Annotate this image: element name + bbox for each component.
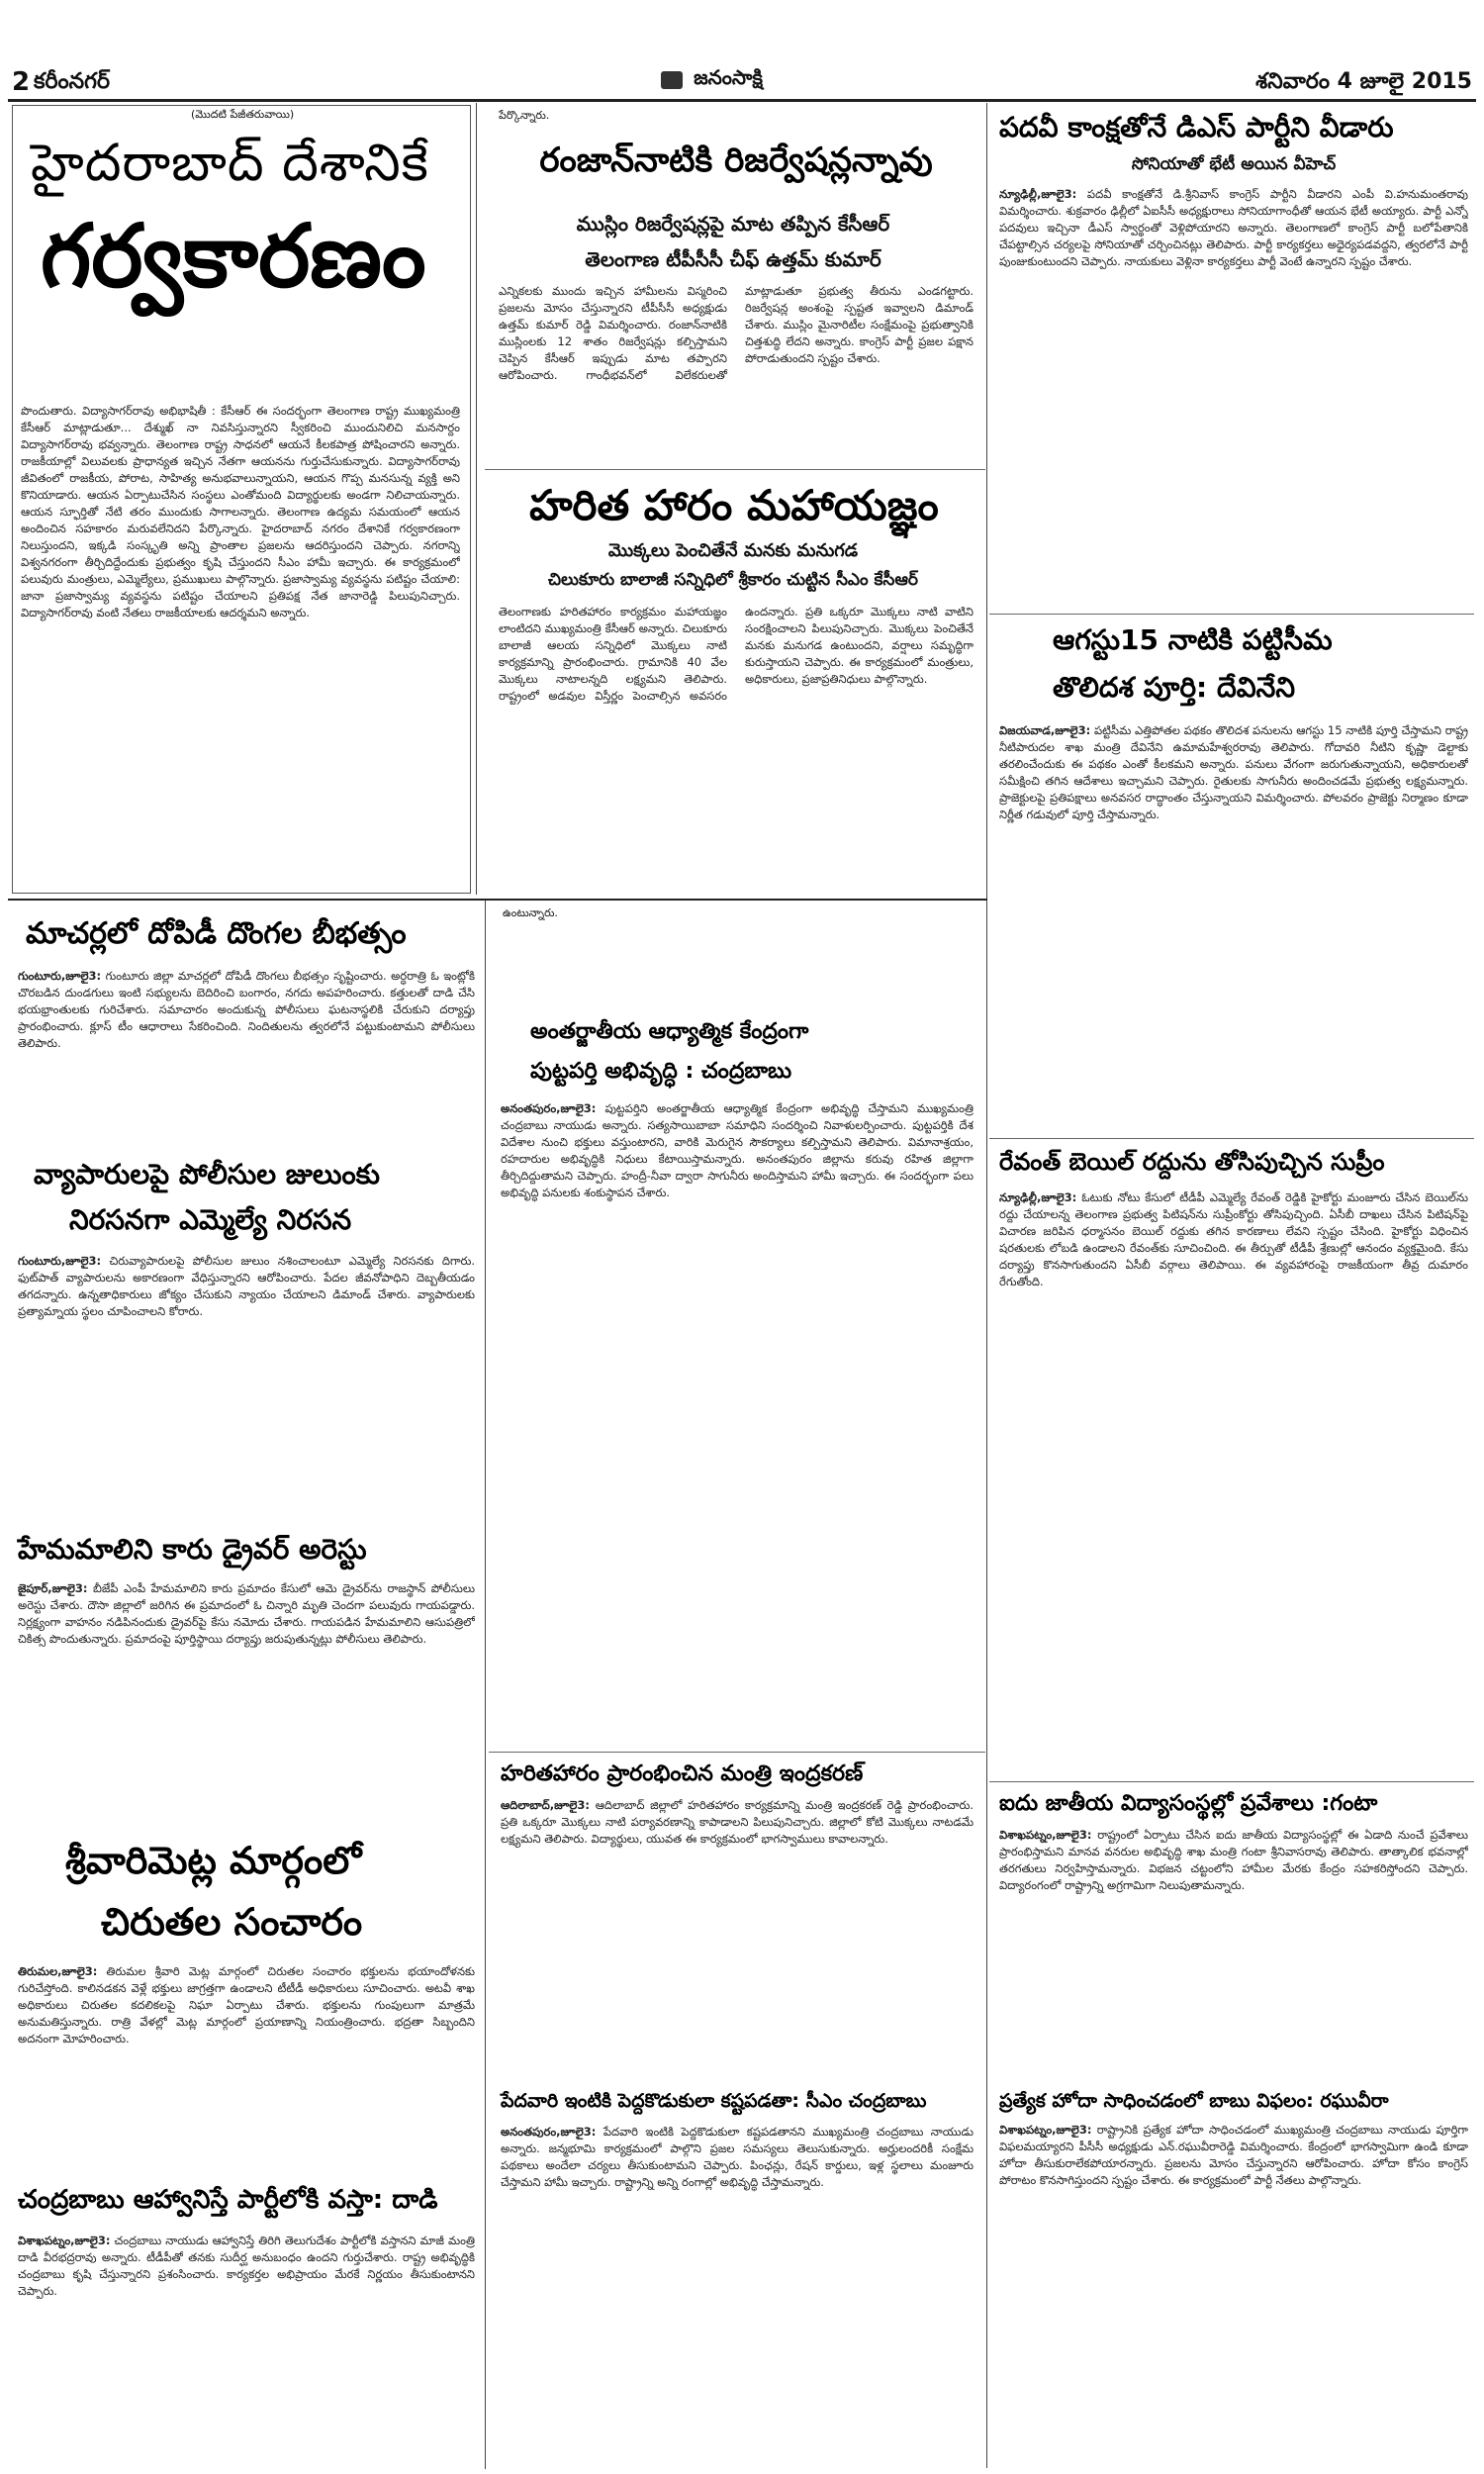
story-body: తెలంగాణకు హరితహారం కార్యక్రమం మహాయజ్ఞం లాంటిదని ముఖ్యమంత్రి కేసీఆర్ అన్నారు. చిలుకూరు బాలాజీ ఆలయ సన్నిధిలో మొక్కలు నాటి కార్యక్రమాన్ని ప్రారంభించారు. గ్రామానికి 40 వేల మొక్కలు నాటాలన్నది లక్ష్యమని తెలిపారు. రాష్ట్రంలో అడవుల విస్తీర్ణం పెంచాల్సిన అవసరం ఉందన్నారు. ప్రతి ఒక్కరూ మొక్కలు నాటి వాటిని సంరక్షించాలని పిలుపునిచ్చారు. మొక్కలు పెంచితేనే మనకు మనుగడ ఉంటుందని, వర్షాలు సమృద్ధిగా కురుస్తాయని చెప్పారు. ఈ కార్యక్రమంలో మంత్రులు, అధికారులు, ప్రజాప్రతినిధులు పాల్గొన్నారు. (499, 605, 974, 703)
story-body (501, 1797, 974, 2074)
column-rule (476, 103, 477, 895)
story-dadi (12, 2183, 479, 2468)
story-body (501, 2124, 974, 2460)
story-body-text: ఓటుకు నోటు కేసులో టీడీపీ ఎమ్మెల్యే రేవంత్ రెడ్డికి హైకోర్టు మంజూరు చేసిన బెయిల్‌ను రద్దు చేయాలన్న తెలంగాణ ప్రభుత్వ పిటిషన్‌ను సుప్రీంకోర్టు తోసిపుచ్చింది. ఏసీబీ దాఖలు చేసిన పిటిషన్‌పై విచారణ జరిపిన ధర్మాసనం బెయిల్ రద్దుకు తగిన కారణాలు లేవని స్పష్టం చేసింది. హైకోర్టు విధించిన షరతులకు లోబడి ఉండాలని రేవంత్‌కు సూచించింది. ఈ తీర్పుతో టీడీపీ శ్రేణుల్లో ఆనందం వ్యక్తమైంది. కేసు దర్యాప్తు కొనసాగుతుందని ఏసీబీ వర్గాలు తెలిపాయి. ఈ వ్యవహారంపై రాజకీయంగా తీవ్ర దుమారం రేగుతోంది. (999, 1190, 1468, 1288)
story-ds-quit (993, 105, 1474, 619)
headline: ఐదు జాతీయ విద్యాసంస్థల్లో ప్రవేశాలు :గంటా (999, 1791, 1378, 1816)
subheadline-2: తెలంగాణ టీపీసీసీ చీఫ్ ఉత్తమ్ కుమార్ (585, 247, 881, 271)
story-body-text: పదవీ కాంక్షతోనే డి.శ్రీనివాస్ కాంగ్రెస్ పార్టీని వీడారని ఎంపీ వి.హనుమంతరావు విమర్శించారు. శుక్రవారం ఢిల్లీలో ఏఐసీసీ అధ్యక్షురాలు సోనియాగాంధీతో ఆయన భేటీ అయ్యారు. పార్టీ ఎన్నో పదవులు ఇచ్చినా డీఎస్ స్వార్థంతో వెళ్లిపోయారని అన్నారు. తెలంగాణలో కాంగ్రెస్ పార్టీ బలోపేతానికి చేపట్టాల్సిన చర్యలపై సోనియాతో చర్చించినట్లు తెలిపారు. పార్టీ కార్యకర్తలు అధైర్యపడవద్దని, త్వరలోనే పార్టీ పుంజుకుంటుందని చెప్పారు. నాయకులు వెళ్లినా కార్యకర్తలు పార్టీ వెంటే ఉన్నారని స్పష్టం చేశారు. (999, 187, 1468, 268)
headline: ప్రత్యేక హోదా సాధించడంలో బాబు విఫలం: రఘువీరా (999, 2090, 1389, 2112)
masthead-rule (8, 99, 1476, 102)
dateline: ఆదిలాబాద్,జూలై3: (501, 1798, 591, 1812)
dateline: గుంటూరు,జూలై3: (18, 969, 102, 983)
subheadline-2: చిలుకూరు బాలాజీ సన్నిధిలో శ్రీకారం చుట్టిన సీఎం కేసీఆర్ (547, 570, 918, 590)
story-body (999, 186, 1468, 612)
story-body-text: తిరుమల శ్రీవారి మెట్ల మార్గంలో చిరుతల సంచారం భక్తులను భయాందోళనకు గురిచేస్తోంది. కాలినడకన వెళ్లే భక్తులు జాగ్రత్తగా ఉండాలని టీటీడీ అధికారులు సూచించారు. అటవీ శాఖ అధికారులు చిరుతల కదలికలపై నిఘా ఏర్పాటు చేశారు. భక్తులను గుంపులుగా మాత్రమే అనుమతిస్తున్నారు. రాత్రి వేళల్లో మెట్ల మార్గంలో ప్రయాణాన్ని నియంత్రించారు. భద్రతా సిబ్బందిని అదనంగా మోహరించారు. (18, 1964, 475, 2046)
column-rule (986, 103, 987, 2468)
dateline: తిరుమల,జూలై3: (18, 1964, 98, 1978)
headline: చంద్రబాబు ఆహ్వానిస్తే పార్టీలోకి వస్తా: దాడి (18, 2185, 438, 2215)
headline: రంజాన్‌నాటికి రిజర్వేషన్లన్నావు (539, 141, 933, 180)
story-haritha-haram (487, 473, 979, 894)
story-traders-police (12, 1148, 479, 1524)
story-body-text: రాష్ట్రానికి ప్రత్యేక హోదా సాధించడంలో ముఖ్యమంత్రి చంద్రబాబు నాయుడు పూర్తిగా విఫలమయ్యారని పీసీసీ అధ్యక్షుడు ఎన్.రఘువీరారెడ్డి విమర్శించారు. కేంద్రంలో భాగస్వామిగా ఉండి కూడా హోదా తీసుకురాలేకపోయారన్నారు. ప్రజలను మోసం చేస్తున్నారని ఆరోపించారు. హోదా కోసం కాంగ్రెస్ పోరాటం కొనసాగిస్తుందని స్పష్టం చేశారు. ఈ కార్యక్రమంలో పార్టీ నేతలు పాల్గొన్నారు. (999, 2123, 1468, 2187)
headline-line-2: గర్వకారణం (41, 205, 426, 307)
story-indrakaran (491, 1756, 981, 2082)
story-special-status (993, 2088, 1474, 2464)
section-rule (989, 614, 1474, 615)
story-ranzan (487, 105, 979, 466)
story-body (18, 1963, 475, 2173)
story-revanth-bail (993, 1144, 1474, 1777)
dateline: న్యూఢిల్లీ,జూలై3: (999, 1190, 1077, 1204)
story-body-text: బీజేపీ ఎంపీ హేమమాలిని కారు ప్రమాదం కేసులో ఆమె డ్రైవర్‌ను రాజస్థాన్ పోలీసులు అరెస్టు చేశారు. దౌసా జిల్లాలో జరిగిన ఈ ప్రమాదంలో ఓ చిన్నారి మృతి చెందగా పలువురు గాయపడ్డారు. నిర్లక్ష్యంగా వాహనం నడిపినందుకు డ్రైవర్‌పై కేసు నమోదు చేశారు. గాయపడిన హేమమాలిని ఆసుపత్రిలో చికిత్స పొందుతున్నారు. ప్రమాదంపై పూర్తిస్థాయి దర్యాప్తు జరుపుతున్నట్లు పోలీసులు తెలిపారు. (18, 1581, 475, 1646)
story-body (18, 2233, 475, 2460)
story-body (999, 1189, 1468, 1768)
headline-line-1: ఆగస్టు15 నాటికి పట్టిసీమ (1053, 623, 1333, 656)
story-body-text: చంద్రబాబు నాయుడు ఆహ్వానిస్తే తిరిగి తెలుగుదేశం పార్టీలోకి వస్తానని మాజీ మంత్రి దాడి వీరభద్రరావు అన్నారు. టీడీపీతో తనకు సుదీర్ఘ అనుబంధం ఉందని గుర్తుచేశారు. రాష్ట్ర అభివృద్ధికి చంద్రబాబు కృషి చేస్తున్నారని ప్రశంసించారు. కార్యకర్తల అభిప్రాయం మేరకే నిర్ణయం తీసుకుంటానని చెప్పారు. (18, 2234, 475, 2298)
dateline: గుంటూరు,జూలై3: (18, 1254, 102, 1268)
headline-line-1: శ్రీవారిమెట్ల మార్గంలో (65, 1839, 362, 1882)
logo-icon (661, 71, 683, 89)
story-body-text: పుట్టపర్తిని అంతర్జాతీయ ఆధ్యాత్మిక కేంద్రంగా అభివృద్ధి చేస్తామని ముఖ్యమంత్రి చంద్రబాబు నాయుడు అన్నారు. సత్యసాయిబాబా సమాధిని సందర్శించి నివాళులర్పించారు. పుట్టపర్తికి దేశ విదేశాల నుంచి భక్తులు వస్తుంటారని, వారికి మెరుగైన సౌకర్యాలు కల్పిస్తామని తెలిపారు. విమానాశ్రయం, రహదారుల అభివృద్ధికి నిధులు కేటాయిస్తామన్నారు. అనంతపురం జిల్లాను కరువు రహిత జిల్లాగా తీర్చిదిద్దుతామని చెప్పారు. హంద్రీ-నీవా ద్వారా సాగునీరు అందిస్తామని హామీ ఇచ్చారు. ఈ సందర్భంగా పలు అభివృద్ధి పనులకు శంకుస్థాపన చేశారు. (501, 1101, 974, 1199)
story-body-text: పేదవారి ఇంటికి పెద్దకొడుకులా కష్టపడతానని ముఖ్యమంత్రి చంద్రబాబు నాయుడు అన్నారు. జన్మభూమి కార్యక్రమంలో పాల్గొని ప్రజల సమస్యలు తెలుసుకున్నారు. అర్హులందరికీ సంక్షేమ పథకాలు అందేలా చర్యలు తీసుకుంటామని చెప్పారు. పింఛన్లు, రేషన్ కార్డులు, ఇళ్ల స్థలాలు మంజూరు చేస్తామని హామీ ఇచ్చారు. రాష్ట్రాన్ని అన్ని రంగాల్లో అభివృద్ధి చేస్తామన్నారు. (501, 2125, 974, 2189)
headline: పేదవారి ఇంటికి పెద్దకొడుకులా కష్టపడతా: సీఎం చంద్రబాబు (501, 2090, 927, 2112)
story-hemamalini (12, 1529, 479, 1836)
headline-line-2: నిరసనగా ఎమ్మెల్యే నిరసన (69, 1203, 352, 1236)
dateline: అనంతపురం,జూలై3: (501, 1101, 597, 1115)
story-body-text: పట్టిసీమ ఎత్తిపోతల పథకం తొలిదశ పనులను ఆగస్టు 15 నాటికి పూర్తి చేస్తామని రాష్ట్ర నీటిపారుదల శాఖ మంత్రి దేవినేని ఉమామహేశ్వరరావు తెలిపారు. గోదావరి నీటిని కృష్ణా డెల్టాకు తరలించేందుకు ఈ పథకం ఎంతో కీలకమని అన్నారు. పనులు వేగంగా జరుగుతున్నాయని, అధికారులతో సమీక్షించి తగిన ఆదేశాలు ఇచ్చామని చెప్పారు. రైతులకు సాగునీరు అందించడమే ప్రభుత్వ లక్ష్యమన్నారు. ప్రాజెక్టులపై ప్రతిపక్షాలు అనవసర రాద్ధాంతం చేస్తున్నాయని విమర్శించారు. పోలవరం ప్రాజెక్టు నిర్మాణం కూడా నిర్ణీత గడువులో పూర్తి చేస్తామన్నారు. (999, 723, 1468, 821)
story-body (999, 2122, 1468, 2458)
story-body: పొందుతారు. విద్యాసాగర్‌రావు అభిభాషితీ : కేసీఆర్ ఈ సందర్భంగా తెలంగాణ రాష్ట్ర ముఖ్యమంత్రి కేసీఆర్ మాట్లాడుతూ... దేశ్ముఖ్ నా నివసిస్తున్నారని స్వీకరించి ముందునిలిచి మనసార్దం విద్యాసాగర్‌రావు భవ్వన్నారు. తెలంగాణ రాష్ట్ర సాధనలో ఆయనే కీలకపాత్ర పోషించారని అన్నారు. రాజకీయాల్లో విలువలకు ప్రాధాన్యత ఇచ్చిన నేతగా ఆయనను గుర్తుచేసుకున్నారు. విద్యాసాగర్‌రావు జీవితంలో రాజకీయ, పోరాట, సాహిత్య అనుభవాలున్నాయని, ఆయన గొప్ప మనసున్న వ్యక్తి అని కొనియాడారు. ఆయన ఏర్పాటుచేసిన సంస్థలు ఎంతోమంది విద్యార్థులకు అండగా నిలిచాయన్నారు. ఆయన స్ఫూర్తితో నేటి తరం ముందుకు సాగాలన్నారు. తెలంగాణ ఉద్యమ సమయంలో ఆయన అందించిన సహకారం మరువలేనిదని పేర్కొన్నారు. హైదరాబాద్ నగరం దేశానికే గర్వకారణంగా నిలుస్తుందని, ఇక్కడి సంస్కృతి అన్ని ప్రాంతాల ప్రజలను ఆదరిస్తుందని చెప్పారు. నగరాన్ని విశ్వనగరంగా తీర్చిదిద్దేందుకు ప్రభుత్వం కృషి చేస్తుందని సీఎం హామీ ఇచ్చారు. ఈ కార్యక్రమంలో పలువురు మంత్రులు, ఎమ్మెల్యేలు, ప్రముఖులు పాల్గొన్నారు. ప్రజాస్వామ్య వ్యవస్థను పటిష్టం చేయాలి: జానా ప్రజాస్వామ్య వ్యవస్థను పటిష్టం చేయాలని ప్రతిపక్ష నేత జానారెడ్డి పిలుపునిచ్చారు. విద్యాసాగర్‌రావు వంటి నేతలు రాజకీయాలకు ఆదర్శమని అన్నారు. (21, 404, 460, 619)
story-body-text: చిరువ్యాపారులపై పోలీసుల జులుం నశించాలంటూ ఎమ్మెల్యే నిరసనకు దిగారు. ఫుట్‌పాత్ వ్యాపారులను అకారణంగా వేధిస్తున్నారని ఆరోపించారు. పేదల జీవనోపాధిని దెబ్బతీయడం తగదన్నారు. ఉన్నతాధికారులు జోక్యం చేసుకుని న్యాయం చేయాలని డిమాండ్ చేశారు. వ్యాపారులకు ప్రత్యామ్నాయ స్థలం చూపించాలని కోరారు. (18, 1254, 475, 1318)
story-body (18, 968, 475, 1138)
paper-logo (661, 65, 849, 91)
story-kicker: ఉంటున్నారు. (503, 906, 558, 919)
masthead (8, 59, 1476, 99)
headline-line-1: హైదరాబాద్ దేశానికే (31, 134, 429, 193)
section-rule (8, 899, 987, 901)
headline-line-1: అంతర్జాతీయ ఆధ్యాత్మిక కేంద్రంగా (530, 1019, 809, 1044)
dateline: జైపూర్,జూలై3: (18, 1581, 88, 1595)
story-body: ఎన్నికలకు ముందు ఇచ్చిన హామీలను విస్మరించి ప్రజలను మోసం చేస్తున్నారని టీపీసీసీ అధ్యక్షుడు ఉత్తమ్ కుమార్ రెడ్డి విమర్శించారు. రంజాన్‌నాటికి ముస్లింలకు 12 శాతం రిజర్వేషన్లు కల్పిస్తామని చెప్పిన కేసీఆర్ ఇప్పుడు మాట తప్పారని ఆరోపించారు. గాంధీభవన్‌లో విలేకరులతో మాట్లాడుతూ ప్రభుత్వ తీరును ఎండగట్టారు. రిజర్వేషన్ల అంశంపై స్పష్టత ఇవ్వాలని డిమాండ్ చేశారు. ముస్లిం మైనారిటీల సంక్షేమంపై ప్రభుత్వానికి చిత్తశుద్ధి లేదని అన్నారు. కాంగ్రెస్ పార్టీ ప్రజల పక్షాన పోరాడుతుందని స్పష్టం చేశారు. (499, 284, 974, 382)
story-hyderabad (12, 105, 471, 894)
dateline: న్యూఢిల్లీ,జూలై3: (999, 187, 1077, 201)
dateline: విశాఖపట్నం,జూలై3: (999, 1828, 1092, 1842)
headline: మాచర్లలో దోపిడీ దొంగల బీభత్సం (26, 916, 407, 951)
headline-line-2: తొలిదశ పూర్తి: దేవినేని (1053, 671, 1295, 704)
subheadline-1: ముస్లిం రిజర్వేషన్లపై మాట తప్పిన కేసీఆర్ (576, 212, 890, 236)
column-rule (485, 901, 486, 2469)
dateline: విశాఖపట్నం,జూలై3: (18, 2234, 111, 2247)
page-number: 2 (12, 67, 31, 97)
story-body-text: గుంటూరు జిల్లా మాచర్లలో దోపిడీ దొంగలు బీభత్సం సృష్టించారు. అర్ధరాత్రి ఓ ఇంట్లోకి చొరబడిన దుండగులు ఇంటి సభ్యులను బెదిరించి బంగారం, నగదు అపహరించారు. కత్తులతో దాడి చేసి భయభ్రాంతులకు గురిచేశారు. సమాచారం అందుకున్న పోలీసులు ఘటనాస్థలికి చేరుకుని దర్యాప్తు ప్రారంభించారు. క్లూస్ టీం ఆధారాలు సేకరించింది. నిందితులను త్వరలోనే పట్టుకుంటామని పోలీసులు తెలిపారు. (18, 969, 475, 1050)
headline-line-1: వ్యాపారులపై పోలీసుల జులుంకు (34, 1158, 380, 1190)
story-macherla (12, 903, 479, 1145)
story-body (18, 1253, 475, 1515)
story-leopards (12, 1839, 479, 2180)
headline-line-2: చిరుతల సంచారం (101, 1900, 363, 1944)
section-rule (989, 1781, 1474, 1782)
headline: పదవీ కాంక్షతోనే డిఎస్ పార్టీని వీడారు (999, 111, 1394, 143)
story-elder-son (491, 2086, 981, 2467)
section-rule (485, 469, 985, 470)
headline: హరిత హారం మహాయజ్ఞం (529, 481, 939, 529)
story-body (501, 1100, 974, 1742)
section-rule (489, 1752, 985, 1753)
headline: రేవంత్ బెయిల్ రద్దును తోసిపుచ్చిన సుప్రీం (999, 1148, 1385, 1176)
section-rule (989, 1138, 1474, 1139)
story-national-institutes (993, 1787, 1474, 2084)
subheadline: సోనియాతో భేటీ అయిన వీహెచ్ (1131, 154, 1337, 174)
story-body-text: ఆదిలాబాద్ జిల్లాలో హరితహారం కార్యక్రమాన్ని మంత్రి ఇంద్రకరణ్ రెడ్డి ప్రారంభించారు. ప్రతి ఒక్కరూ మొక్కలు నాటి పర్యావరణాన్ని కాపాడాలని పిలుపునిచ్చారు. జిల్లాలో కోటి మొక్కలు నాటడమే లక్ష్యమని తెలిపారు. విద్యార్థులు, యువత ఈ కార్యక్రమంలో భాగస్వాములు కావాలన్నారు. (501, 1798, 974, 1846)
date-line: శనివారం 4 జూలై 2015 (1255, 69, 1472, 94)
headline: హరితహారం ప్రారంభించిన మంత్రి ఇంద్రకరణ్ (501, 1761, 864, 1786)
story-body-text: రాష్ట్రంలో ఏర్పాటు చేసిన ఐదు జాతీయ విద్యాసంస్థల్లో ఈ ఏడాది నుంచే ప్రవేశాలు ప్రారంభిస్తామని మానవ వనరుల అభివృద్ధి శాఖ మంత్రి గంటా శ్రీనివాసరావు తెలిపారు. తాత్కాలిక భవనాల్లో తరగతులు నిర్వహిస్తామన్నారు. విభజన చట్టంలోని హామీల మేరకు కేంద్రం సహకరిస్తోందని చెప్పారు. విద్యారంగంలో రాష్ట్రాన్ని అగ్రగామిగా నిలుపుతామన్నారు. (999, 1828, 1468, 1892)
story-body (18, 1580, 475, 1828)
story-pattiseema (993, 619, 1474, 1144)
story-body (999, 722, 1468, 1138)
story-tag: (మొదటి పేజీతరువాయి) (191, 108, 295, 121)
story-body (999, 1827, 1468, 2074)
dateline: అనంతపురం,జూలై3: (501, 2125, 597, 2139)
story-kicker: పేర్కొన్నారు. (499, 109, 550, 122)
paper-name: జనంసాక్షి (694, 65, 763, 89)
dateline: విజయవాడ,జూలై3: (999, 723, 1091, 737)
headline-line-2: పుట్టపర్తి అభివృద్ధి : చంద్రబాబు (530, 1059, 792, 1084)
edition-name: కరీంనగర్ (34, 69, 111, 94)
headline: హేమమాలిని కారు డ్రైవర్ అరెస్టు (18, 1533, 367, 1566)
dateline: విశాఖపట్నం,జూలై3: (999, 2123, 1092, 2137)
subheadline-1: మొక్కలు పెంచితేనే మనకు మనుగడ (607, 540, 859, 561)
story-puttaparthi (491, 903, 981, 1749)
